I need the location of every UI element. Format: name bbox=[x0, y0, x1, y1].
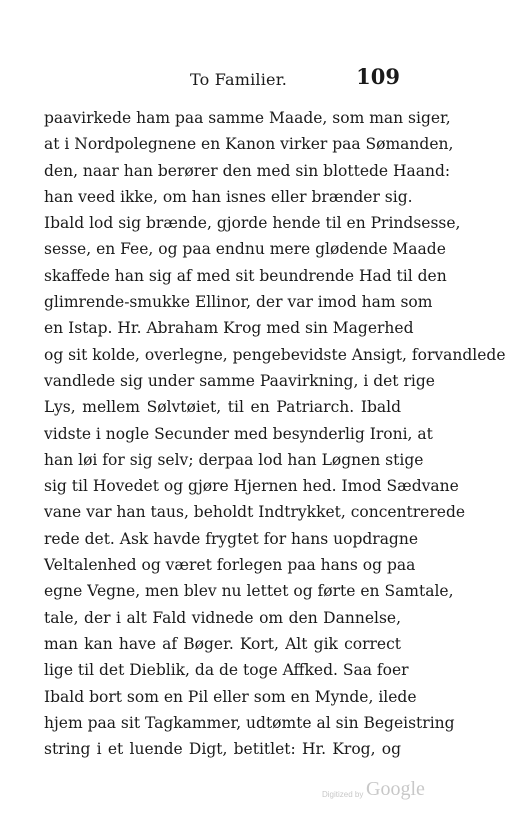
text-line: egne Vegne, men blev nu lettet og førte en Samtale, bbox=[44, 582, 454, 601]
text-line: Ibald lod sig brænde, gjorde hende til en Prindsesse, bbox=[44, 214, 461, 233]
text-line: vidste i nogle Secunder med besynderlig Ironi, at bbox=[44, 424, 433, 443]
watermark-logo: Google bbox=[366, 778, 425, 800]
text-line: Veltalenhed og været forlegen paa hans og paa bbox=[44, 556, 416, 575]
text-line: skaffede han sig af med sit beundrende Had til den bbox=[44, 266, 447, 285]
watermark-small-text: Digitized by bbox=[322, 790, 364, 799]
text-line: man kan have af Bøger. Kort, Alt gik correct bbox=[44, 634, 401, 653]
page-number: 109 bbox=[356, 64, 400, 89]
text-line: rede det. Ask havde frygtet for hans uopdragne bbox=[44, 529, 419, 548]
text-line: Ibald bort som en Pil eller som en Mynde, ilede bbox=[44, 687, 417, 706]
text-line: Lys, mellem Sølvtøiet, til en Patriarch. Ibald bbox=[44, 398, 401, 417]
digitization-watermark bbox=[322, 778, 432, 806]
running-title: To Familier. bbox=[190, 70, 288, 89]
text-line: han løi for sig selv; derpaa lod han Løgnen stige bbox=[44, 450, 424, 469]
text-line: sesse, en Fee, og paa endnu mere glødende Maade bbox=[44, 240, 446, 259]
running-head bbox=[40, 64, 400, 94]
body-text bbox=[44, 105, 506, 762]
text-line: hjem paa sit Tagkammer, udtømte al sin Begeistring bbox=[44, 713, 455, 732]
text-line: den, naar han berører den med sin blottede Haand: bbox=[44, 161, 451, 180]
text-line: vandlede sig under samme Paavirkning, i det rige bbox=[44, 371, 435, 390]
text-line: at i Nordpolegnene en Kanon virker paa Sømanden, bbox=[44, 135, 454, 154]
text-line: en Istap. Hr. Abraham Krog med sin Magerhed bbox=[44, 319, 414, 338]
text-line: lige til det Dieblik, da de toge Affked. Saa foer bbox=[44, 661, 409, 680]
text-line: glimrende-smukke Ellinor, der var imod ham som bbox=[44, 293, 433, 312]
text-line: han veed ikke, om han isnes eller brænder sig. bbox=[44, 187, 413, 206]
text-line: tale, der i alt Fald vidnede om den Dannelse, bbox=[44, 608, 401, 627]
text-line: vane var han taus, beholdt Indtrykket, concentrerede bbox=[44, 503, 466, 522]
text-line: sig til Hovedet og gjøre Hjernen hed. Imod Sædvane bbox=[44, 477, 459, 496]
text-line: paavirkede ham paa samme Maade, som man siger, bbox=[44, 109, 451, 127]
text-line: og sit kolde, overlegne, pengebevidste Ansigt, forvandlede bbox=[44, 345, 506, 364]
text-line: string i et luende Digt, betitlet: Hr. Krog, og bbox=[44, 740, 401, 759]
